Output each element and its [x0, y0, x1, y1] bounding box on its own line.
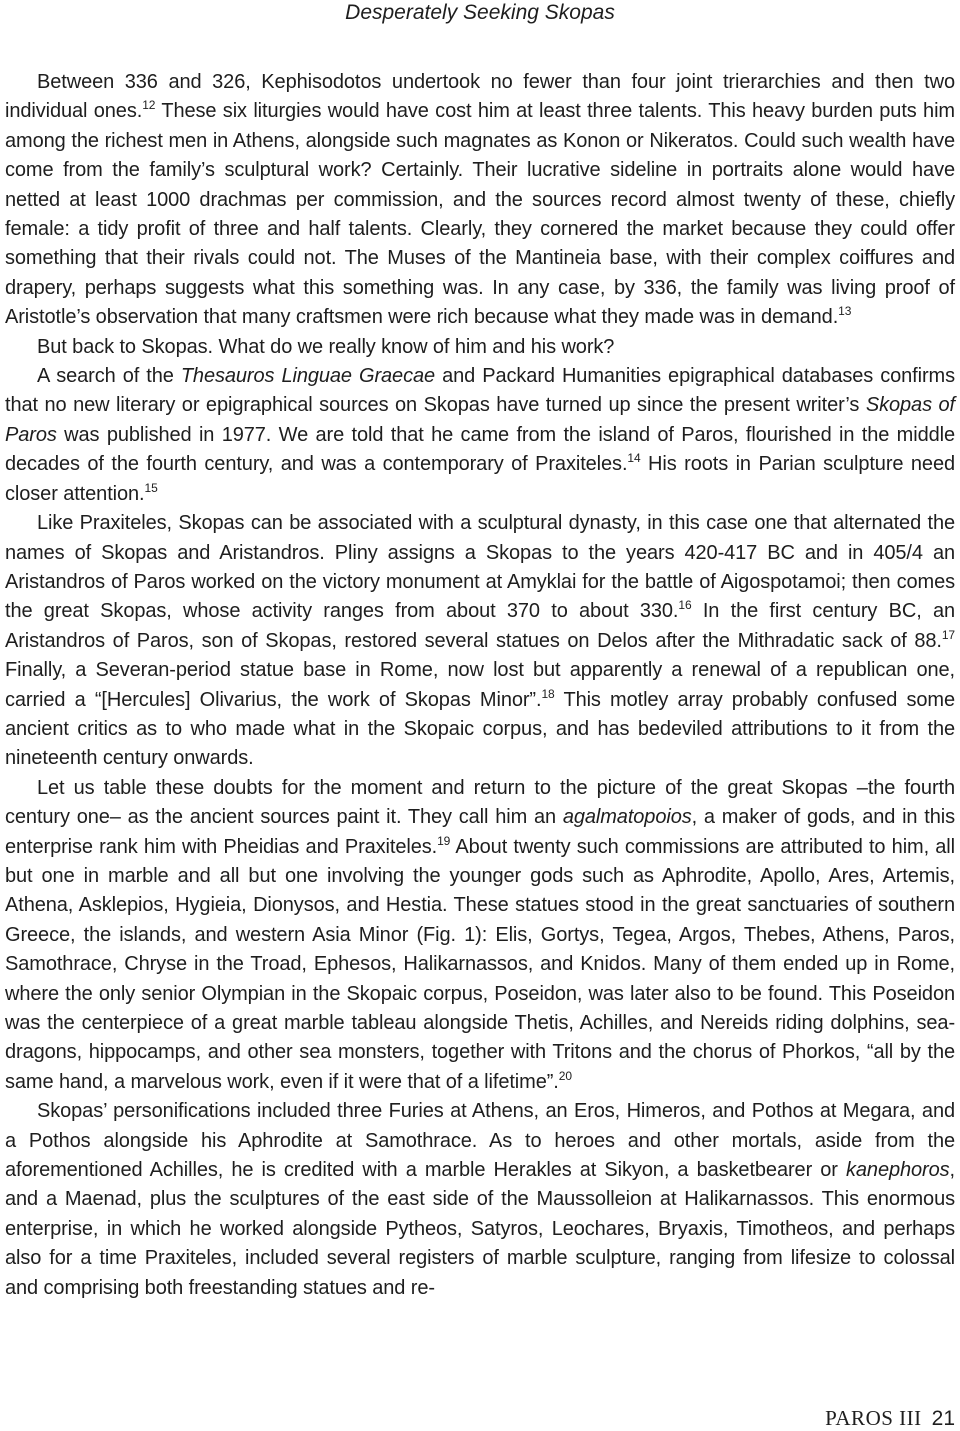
running-head: Desperately Seeking Skopas — [345, 1, 615, 24]
footnote-ref: 15 — [144, 480, 158, 495]
footnote-ref: 18 — [541, 686, 555, 701]
folio — [825, 1406, 955, 1431]
footnote-ref: 16 — [678, 598, 692, 613]
text-run: Skopas’ personifications included three Furies at Athens, an Eros, Himeros, and Pothos at Megara, and a Pothos alongside his Aphrodite at Samothrace. As to heroes and other mortals, aside from the aforementioned Achilles, he is credited with a marble Herakles at Sikyon, a basketbearer or — [5, 1100, 955, 1182]
text-run: was published in 1977. We are told that he came from the island of Paros, flourished in the middle decades of the fourth century, and was a contemporary of Praxiteles. — [5, 423, 955, 476]
footnote-ref: 12 — [142, 98, 156, 113]
text-run: , a maker of gods, and in this enterprise rank him with Pheidias and Praxiteles. — [5, 806, 955, 858]
text-run: His roots in Parian sculpture need closer attention. — [5, 453, 955, 505]
journal-name: PAROS III — [825, 1406, 922, 1430]
page-number: 21 — [931, 1407, 955, 1430]
paragraph — [5, 774, 955, 1097]
text-run: These six liturgies would have cost him at least three talents. This heavy burden puts him among the richest men in Athens, alongside such magnates as Konon or Nikeratos. Could such wealth have come from the family’s sculptural work? Certainly. Their lucrative sideline in portraits alone would have netted at least 1000 drachmas per commission, and the sources record almost twenty of these, chiefly female: a tidy profit of three and half talents. Clearly, they cornered the market because they could offer something that their rivals could not. The Muses of the Mantineia base, with their complex coiffures and drapery, perhaps suggests what this something was. In any case, by 336, the family was living proof of Aristotle’s observation that many craftsmen were rich because what they made was in demand. — [5, 100, 955, 329]
text-run: , and a Maenad, plus the sculptures of the east side of the Maussolleion at Halikarnassos. This enormous enterprise, in which he worked alongside Pytheos, Satyros, Leochares, Bryaxis, Timotheos, and perhaps also for a time Praxiteles, included several registers of marble sculpture, ranging from lifesize to colossal and comprising both freestanding statues and re- — [5, 1159, 955, 1299]
paragraph — [5, 509, 955, 774]
footnote-ref: 20 — [558, 1068, 572, 1083]
text-run: Finally, a Severan-period statue base in Rome, now lost but apparently a renewal of a republican one, carried a “[Hercules] Olivarius, the work of Skopas Minor”. — [5, 659, 955, 711]
paragraph — [5, 362, 955, 509]
text-run: Like Praxiteles, Skopas can be associated with a sculptural dynasty, in this case one that alternated the names of Skopas and Aristandros. Pliny assigns a Skopas to the years 420-417 BC and in 405/4 an Aristandros of Paros worked on the victory monument at Amyklai for the battle of Aigospotamoi; then comes the great Skopas, whose activity ranges from about 370 to about 330. — [5, 512, 955, 623]
body-text — [5, 68, 955, 1303]
paragraph — [5, 68, 955, 333]
footnote-ref: 14 — [627, 451, 641, 466]
paragraph — [5, 1097, 955, 1303]
text-run: and Packard Humanities epigraphical databases confirms that no new literary or epigraphical sources on Skopas have turned up since the present writer’s — [5, 365, 956, 417]
footnote-ref: 17 — [941, 627, 955, 642]
paragraph — [5, 333, 955, 362]
italic-title: Skopas of Paros — [5, 394, 955, 446]
text-run: Let us table these doubts for the moment and return to the picture of the great Skopas –the fourth century one– as the ancient sources paint it. They call him an — [5, 776, 955, 829]
italic-title: kanephoros — [846, 1159, 950, 1182]
text-run: In the first century BC, an Aristandros of Paros, son of Skopas, restored several statues on Delos after the Mithradatic sack of 88. — [5, 600, 955, 652]
text-run: This motley array probably confused some ancient critics as to who made what in the Skopaic corpus, and has bedeviled attributions to it from the nineteenth century onwards. — [5, 688, 956, 770]
footnote-ref: 13 — [838, 304, 852, 319]
footnote-ref: 19 — [437, 833, 451, 848]
text-run: About twenty such commissions are attributed to him, all but one in marble and all but one involving the younger gods such as Aphrodite, Apollo, Ares, Artemis, Athena, Asklepios, Hygieia, Dionysos, and Hestia. These statues stood in the great sanctuaries of southern Greece, the islands, and western Asia Minor (Fig. 1): Elis, Gortys, Tegea, Argos, Thebes, Athens, Paros, Samothrace, Chryse in the Troad, Ephesos, Halikarnassos, and Knidos. Many of them ended up in Rome, where the only senior Olympian in the Skopaic corpus, Poseidon, was later also to be found. This Poseidon was the centerpiece of a great marble tableau alongside Thetis, Achilles, and Nereids riding dolphins, sea-dragons, hippocamps, and other sea monsters, together with Tritons and the chorus of Phorkos, “all by the same hand, a marvelous work, even if it were that of a lifetime”. — [5, 835, 955, 1093]
italic-title: Thesauros Linguae Graecae — [180, 365, 436, 388]
italic-title: agalmatopoios — [562, 806, 692, 829]
text-run: But back to Skopas. What do we really know of him and his work? — [37, 335, 615, 358]
text-run: A search of the — [37, 365, 181, 388]
text-run: Between 336 and 326, Kephisodotos undertook no fewer than four joint trierarchies and then two individual ones. — [5, 71, 955, 123]
